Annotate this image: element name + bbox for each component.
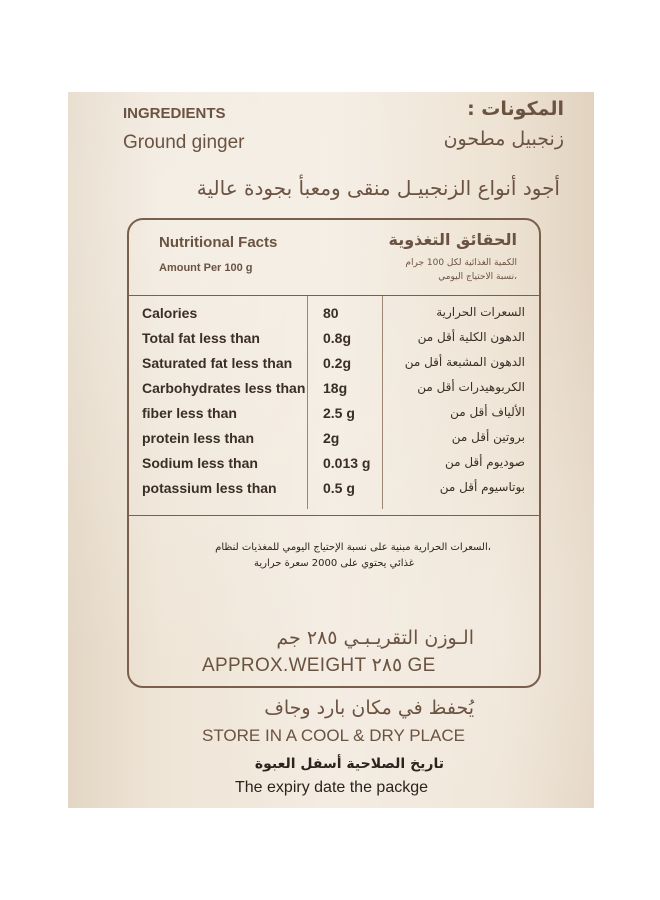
nutrient-name-en: Saturated fat less than (142, 355, 293, 371)
nutrition-row (129, 380, 539, 405)
nutrient-name-en: Total fat less than (142, 330, 260, 346)
nutrition-row (129, 405, 539, 430)
nutrient-name-ar: الكربوهيدرات أقل من (417, 380, 525, 394)
nutrient-name-ar: السعرات الحرارية (436, 305, 525, 319)
nutrient-value: 0.013 g (323, 455, 371, 471)
footnote-line-2: غذائي يحتوي على 2000 سعرة حرارية (253, 558, 414, 569)
nutrient-value: 2.5 g (323, 405, 355, 421)
nutrient-name-ar: صوديوم أقل من (444, 455, 525, 469)
tagline-ar: أجود أنواع الزنجبيـل منقى ومعبأ بجودة عالية (196, 176, 560, 200)
nutrient-name-en: potassium less than (142, 480, 277, 496)
amount-per-en: Amount Per 100 g (159, 262, 253, 274)
ingredient-name-en: Ground ginger (123, 132, 245, 153)
nutrition-row (129, 305, 539, 330)
nutrient-value: 0.8g (323, 330, 352, 346)
nutrition-rows (129, 296, 539, 509)
nutrient-name-ar: الألياف أقل من (450, 405, 525, 419)
daily-need-ar: ،نسبة الاحتياج اليومي (438, 272, 517, 282)
nutrition-facts-panel (127, 218, 541, 688)
nutrient-value: 0.2g (323, 355, 352, 371)
ingredients-heading-en: INGREDIENTS (123, 105, 226, 122)
nutrient-name-ar: بوتاسيوم أقل من (439, 480, 525, 494)
storage-en: STORE IN A COOL & DRY PLACE (202, 726, 465, 745)
ingredients-heading-ar: المكونات : (467, 98, 564, 120)
nutrient-value: 18g (323, 380, 348, 396)
expiry-ar: تاريخ الصلاحية أسفل العبوة (254, 756, 444, 772)
nutrient-name-ar: الدهون الكلية أقل من (417, 330, 525, 344)
nutrient-name-en: Sodium less than (142, 455, 258, 471)
nutrition-row (129, 355, 539, 380)
nutrition-row (129, 430, 539, 455)
storage-ar: يُحفظ في مكان بارد وجاف (264, 697, 474, 719)
nutrition-row (129, 480, 539, 505)
nutrition-row (129, 455, 539, 480)
weight-ar: الـوزن التقريـبـي ٢٨٥ جم (276, 627, 474, 649)
product-label (68, 92, 594, 808)
expiry-en: The expiry date the packge (235, 779, 429, 796)
ingredient-name-ar: زنجبيل مطحون (443, 128, 564, 150)
footer-divider (129, 515, 539, 516)
amount-per-ar: الكمية الغذائية لكل 100 جرام (405, 258, 517, 268)
nutrient-name-ar: الدهون المشبعة أقل من (404, 355, 525, 369)
nutrient-name-en: Calories (142, 305, 198, 321)
nutrient-name-ar: بروتين أقل من (451, 430, 525, 444)
weight-en: APPROX.WEIGHT ٢٨٥ GE (202, 655, 436, 676)
nutrition-title-ar: الحقائق التغذوية (388, 230, 517, 249)
nutrient-name-en: Carbohydrates less than (142, 380, 306, 396)
footnote-line-1: ،السعرات الحرارية مبنية على نسبة الإحتياج اليومي للمغذيات لنظام (215, 542, 491, 553)
nutrient-name-en: protein less than (142, 430, 255, 446)
nutrient-name-en: fiber less than (142, 405, 237, 421)
nutrient-value: 0.5 g (323, 480, 355, 496)
nutrient-value: 80 (323, 305, 339, 321)
nutrition-row (129, 330, 539, 355)
nutrient-value: 2g (323, 430, 340, 446)
nutrition-title-en: Nutritional Facts (159, 234, 278, 251)
